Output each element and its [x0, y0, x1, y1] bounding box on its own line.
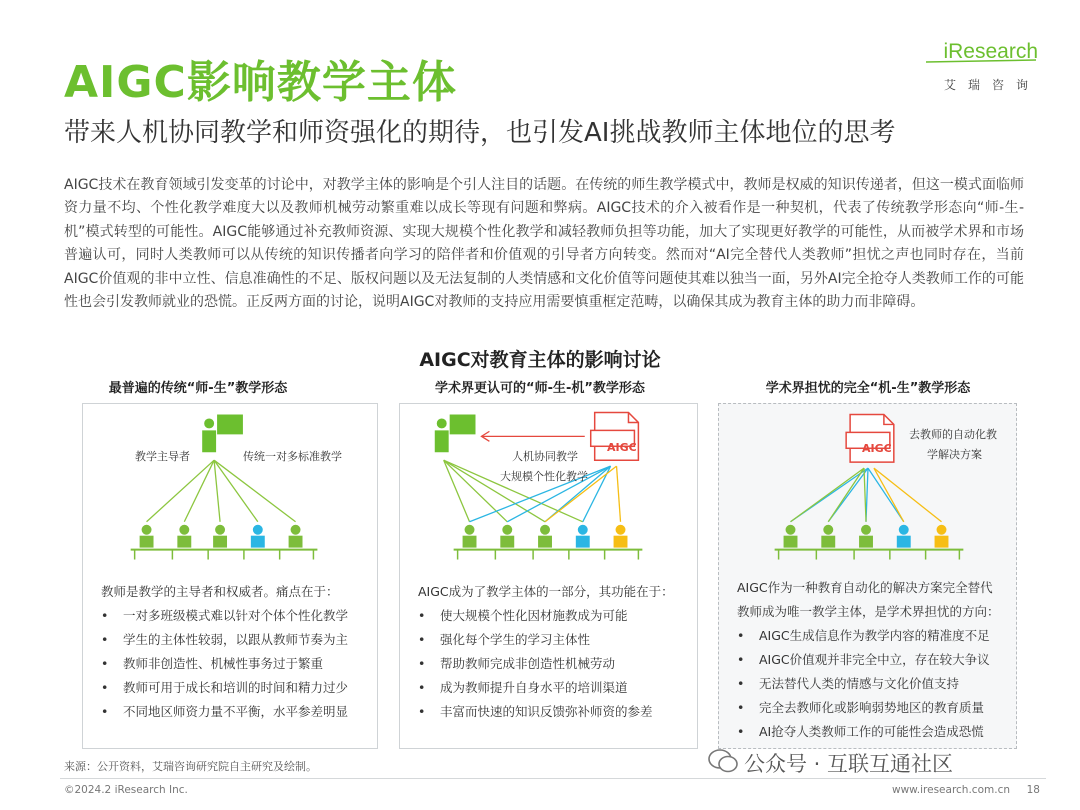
- label-automation-1: 去教师的自动化教: [909, 428, 997, 441]
- panel-human-machine: [399, 403, 698, 749]
- student-icon: [213, 525, 227, 548]
- intro-paragraph: AIGC技术在教育领域引发变革的讨论中，对教学主体的影响是个引人注目的话题。在传统的师生教学模式中，教师是权威的知识传递者，但这一模式面临师资力量不均、个性化教学难度大以及教师机械劳动繁重难以成长等现有问题和弊病。AIGC技术的介入被看作是一种契机，代表了传统教学形态向“师-生-机”模式转型的可能性。AIGC能够通过补充教师资源、实现大规模个性化教学和减轻教师负担等功能，加大了实现更好教学的可能性，从而被学术界和市场普遍认可，同时人类教师可以从传统的知识传播者向学习的陪伴者和价值观的引导者方向转变。然而对“AI完全替代人类教师”担忧之声也同时存在，当前AIGC价值观的非中立性、信息准确性的不足、版权问题以及无法复制的人类情感和文化价值等问题使其难以独当一面，另外AI完全抢夺人类教师工作的可能性也会引发教师就业的恐慌。正反两方面的讨论，说明AIGC对教师的支持应用需要慎重框定范畴，以确保其成为教育主体的助力而非障碍。: [64, 177, 1024, 311]
- teacher-icon: [202, 415, 243, 453]
- label-standard-teaching: 传统一对多标准教学: [243, 450, 342, 463]
- column-2-heading: 学术界更认可的“师-生-机”教学形态: [435, 381, 645, 396]
- list-item: • 帮助教师完成非创造性机械劳动: [418, 656, 616, 671]
- panel-2-bullet-list: [418, 604, 653, 724]
- traditional-teaching-diagram: [83, 404, 377, 574]
- list-item: • 完全去教师化或影响弱势地区的教育质量: [737, 700, 985, 715]
- student-icon: [500, 525, 514, 548]
- aigc-document-icon: [846, 415, 894, 463]
- watermark-text: 公众号 · 互联互通社区: [744, 752, 954, 776]
- student-icon: [784, 525, 798, 548]
- label-automation-2: 学解决方案: [927, 448, 982, 461]
- logo-subtext: 艾瑞咨询: [943, 78, 1040, 92]
- footer-divider: [60, 778, 1046, 779]
- panel-machine-only: [718, 403, 1017, 749]
- list-item: • 学生的主体性较弱，以跟从教师节奏为主: [101, 632, 349, 647]
- student-icon: [576, 525, 590, 548]
- panel-3-intro-1: AIGC作为一种教育自动化的解决方案完全替代: [737, 580, 993, 595]
- iresearch-logo: [916, 36, 1046, 100]
- copyright: ©2024.2 iResearch Inc.: [64, 784, 188, 796]
- student-icon: [538, 525, 552, 548]
- page-subtitle: 带来人机协同教学和师资强化的期待，也引发AI挑战教师主体地位的思考: [64, 118, 896, 148]
- column-1-heading: 最普遍的传统“师-生”教学形态: [108, 381, 288, 396]
- wechat-icon: [708, 748, 738, 774]
- student-icon: [251, 525, 265, 548]
- student-icon: [289, 525, 303, 548]
- list-item: • 教师可用于成长和培训的时间和精力过少: [101, 680, 349, 695]
- panel-1-intro: 教师是教学的主导者和权威者。痛点在于：: [101, 584, 339, 599]
- aigc-label: AIGC: [607, 441, 637, 454]
- student-icon: [859, 525, 873, 548]
- column-3-heading: 学术界担忧的完全“机-生”教学形态: [765, 381, 971, 396]
- list-item: • AI抢夺人类教师工作的可能性会造成恐慌: [737, 724, 984, 739]
- list-item: • 教师非创造性、机械性事务过于繁重: [101, 656, 324, 671]
- student-icon: [614, 525, 628, 548]
- list-item: • 成为教师提升自身水平的培训渠道: [418, 680, 628, 695]
- list-item: • AIGC价值观并非完全中立，存在较大争议: [737, 652, 990, 667]
- student-icon: [821, 525, 835, 548]
- student-icon: [177, 525, 191, 548]
- source-note: 来源：公开资料，艾瑞咨询研究院自主研究及绘制。: [64, 760, 317, 773]
- label-lead-role: 教学主导者: [135, 450, 190, 463]
- panel-3-bullet-list: [737, 624, 990, 744]
- label-personalized: 大规模个性化教学: [500, 470, 588, 483]
- panel-3-intro-2: 教师成为唯一教学主体，是学术界担忧的方向：: [737, 604, 1000, 619]
- aigc-label: AIGC: [862, 442, 892, 455]
- label-human-machine: 人机协同教学: [512, 450, 578, 463]
- list-item: • AIGC生成信息作为教学内容的精准度不足: [737, 628, 990, 643]
- panel-traditional: [82, 403, 378, 749]
- student-icon: [935, 525, 949, 548]
- website-url: www.iresearch.com.cn: [891, 784, 1010, 796]
- panel-1-bullet-list: [101, 604, 348, 724]
- page-number: 18: [1026, 784, 1040, 796]
- list-item: • 不同地区师资力量不平衡，水平参差明显: [101, 704, 349, 719]
- student-icon: [140, 525, 154, 548]
- panel-2-intro: AIGC成为了教学主体的一部分，其功能在于：: [418, 584, 674, 599]
- logo-text: iResearch: [943, 40, 1038, 63]
- list-item: • 无法替代人类的情感与文化价值支持: [737, 676, 960, 691]
- section-title: AIGC对教育主体的影响讨论: [419, 349, 661, 371]
- human-machine-teaching-diagram: [400, 404, 697, 574]
- list-item: • 强化每个学生的学习主体性: [418, 632, 591, 647]
- list-item: • 一对多班级模式难以针对个体个性化教学: [101, 608, 349, 623]
- page-title: AIGC影响教学主体: [64, 57, 457, 108]
- teacher-icon: [435, 415, 476, 453]
- student-icon: [897, 525, 911, 548]
- student-icon: [463, 525, 477, 548]
- list-item: • 丰富而快速的知识反馈弥补师资的参差: [418, 704, 653, 719]
- list-item: • 使大规模个性化因材施教成为可能: [418, 608, 628, 623]
